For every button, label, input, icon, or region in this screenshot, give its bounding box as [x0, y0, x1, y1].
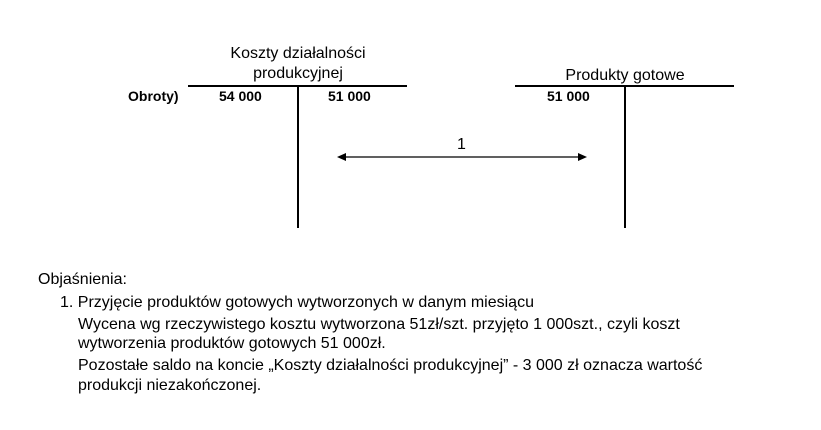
explanations-line-2: Wycena wg rzeczywistego kosztu wytworzona 51zł/szt. przyjęto 1 000szt., czyli koszt [78, 316, 680, 333]
explanations-line-4: Pozostałe saldo na koncie „Koszty działalności produkcyjnej” - 3 000 zł oznacza wartość [78, 357, 703, 374]
explanations-item-1: 1. Przyjęcie produktów gotowych wytworzonych w danym miesiącu [60, 294, 534, 311]
account-koszty-title-line2: produkcyjnej [253, 65, 343, 82]
account-koszty-credit-amount: 51 000 [328, 88, 371, 104]
account-produkty-title: Produkty gotowe [565, 67, 685, 84]
transfer-arrow-left-head [337, 153, 346, 161]
explanations-line-3: wytworzenia produktów gotowych 51 000zł. [78, 335, 386, 352]
account-koszty-row-label: Obroty) [128, 88, 179, 104]
transfer-arrow-right-head [578, 153, 587, 161]
transfer-label: 1 [457, 136, 466, 153]
explanations-line-5: produkcji niezakończonej. [78, 377, 262, 394]
account-koszty-title-line1: Koszty działalności [230, 45, 366, 62]
account-koszty-debit-amount: 54 000 [219, 88, 262, 104]
account-produkty-debit-amount: 51 000 [547, 88, 590, 104]
explanations-heading: Objaśnienia: [38, 271, 127, 288]
